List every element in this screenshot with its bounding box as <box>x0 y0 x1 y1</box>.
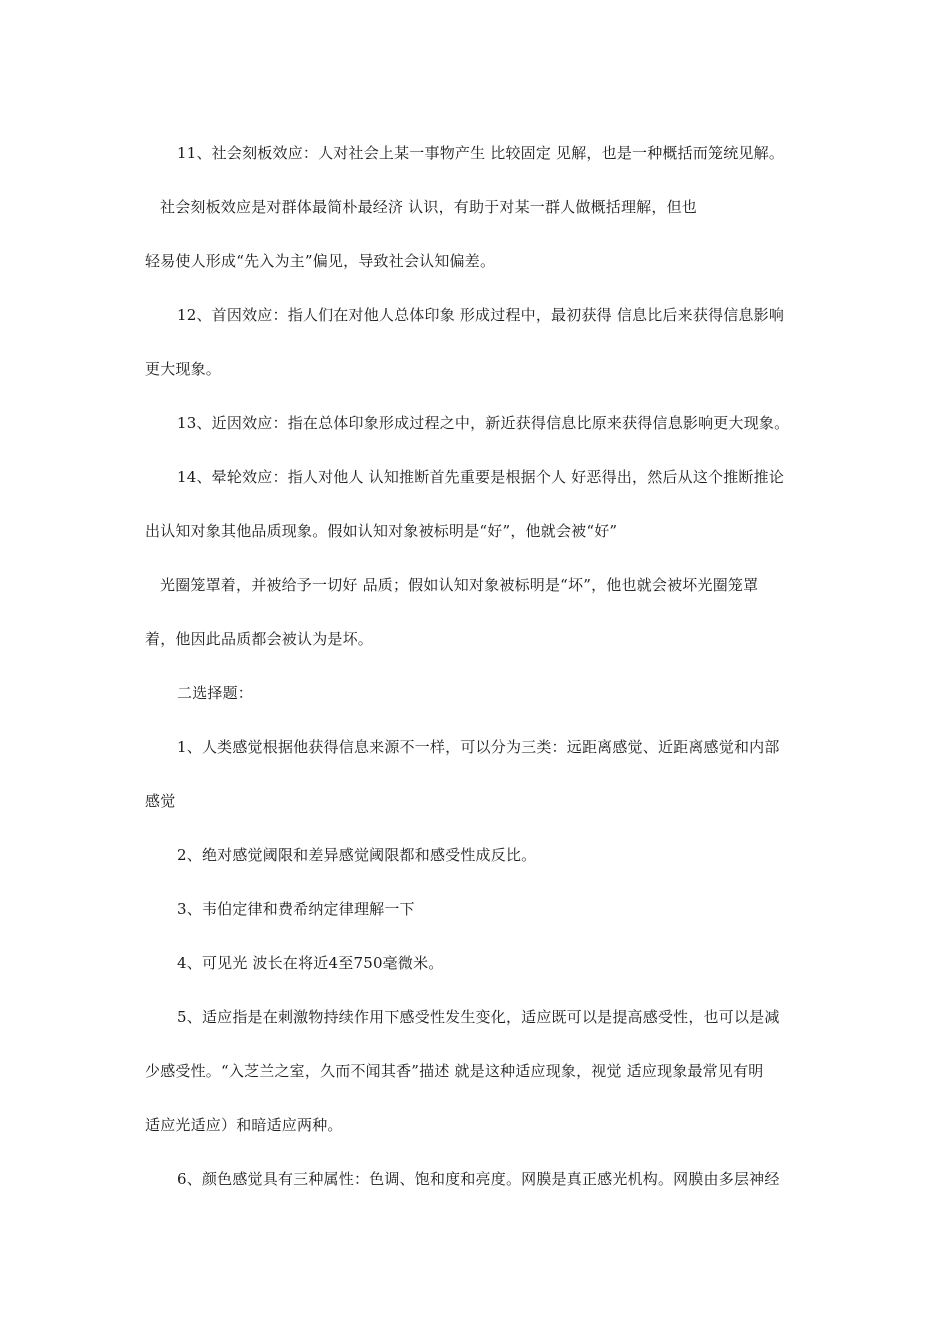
section-heading: 二选择题： <box>177 684 254 702</box>
paragraph-14-line-1: 14、晕轮效应：指人对他人 认知推断首先重要是根据个人 好恶得出，然后从这个推断推论 <box>177 468 785 486</box>
item-6-line-1: 6、颜色感觉具有三种属性：色调、饱和度和亮度。网膜是真正感光机构。网膜由多层神经 <box>177 1170 780 1188</box>
paragraph-11-line-1: 11、社会刻板效应：人对社会上某一事物产生 比较固定 见解，也是一种概括而笼统见解。 <box>177 144 785 162</box>
item-5-line-2: 少感受性。“入芝兰之室，久而不闻其香”描述 就是这种适应现象，视觉 适应现象最常见有明 <box>145 1062 764 1080</box>
item-1-line-2: 感觉 <box>145 792 176 810</box>
paragraph-14-line-4: 着，他因此品质都会被认为是坏。 <box>145 630 374 648</box>
paragraph-14-line-3: 光圈笼罩着，并被给予一切好 品质；假如认知对象被标明是“坏”，他也就会被坏光圈笼罩 <box>160 576 759 594</box>
item-5-line-3: 适应光适应）和暗适应两种。 <box>145 1116 343 1134</box>
item-5-line-1: 5、适应指是在刺激物持续作用下感受性发生变化，适应既可以是提高感受性，也可以是减 <box>177 1008 780 1026</box>
paragraph-11-line-3: 轻易使人形成“先入为主”偏见，导致社会认知偏差。 <box>145 252 496 270</box>
paragraph-12-line-1: 12、首因效应：指人们在对他人总体印象 形成过程中，最初获得 信息比后来获得信息影响 <box>177 306 785 324</box>
paragraph-11-line-2: 社会刻板效应是对群体最简朴最经济 认识，有助于对某一群人做概括理解，但也 <box>160 198 697 216</box>
paragraph-12-line-2: 更大现象。 <box>145 360 222 378</box>
item-1-line-1: 1、人类感觉根据他获得信息来源不一样，可以分为三类：远距离感觉、近距离感觉和内部 <box>177 738 780 756</box>
paragraph-14-line-2: 出认知对象其他品质现象。假如认知对象被标明是“好”，他就会被“好” <box>145 522 618 540</box>
item-2-line-1: 2、绝对感觉阈限和差异感觉阈限都和感受性成反比。 <box>177 846 537 864</box>
item-3-line-1: 3、韦伯定律和费希纳定律理解一下 <box>177 900 415 918</box>
item-4-line-1: 4、可见光 波长在将近4至750毫微米。 <box>177 954 444 972</box>
paragraph-13-line-1: 13、近因效应：指在总体印象形成过程之中，新近获得信息比原来获得信息影响更大现象。 <box>177 414 790 432</box>
